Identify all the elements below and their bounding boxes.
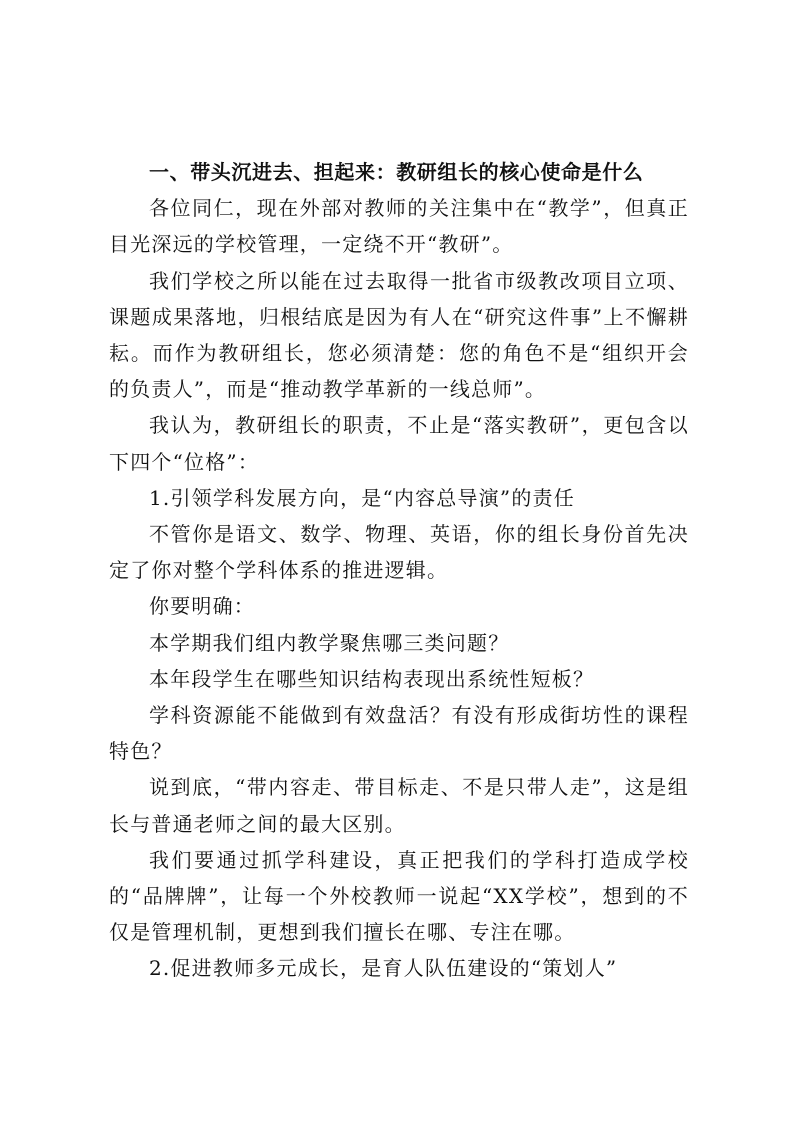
question-item-1: 本学期我们组内教学聚焦哪三类问题？ <box>149 630 510 655</box>
document-body <box>109 154 689 987</box>
subheading-role-2: 2.促进教师多元成长，是育人队伍建设的“策划人” <box>149 956 618 981</box>
paragraph-you-must-know: 你要明确： <box>149 594 255 619</box>
paragraph-key-difference: 说到底，“带内容走、带目标走、不是只带人走”，这是组长与普通老师之间的最大区别。 <box>109 775 689 836</box>
section-heading: 一、带头沉进去、担起来：教研组长的核心使命是什么 <box>149 160 644 184</box>
paragraph-subject-brand: 我们要通过抓学科建设，真正把我们的学科打造成学校的“品牌牌”，让每一个外校教师一说起“XX学校”，想到的不仅是管理机制，更想到我们擅长在哪、专注在哪。 <box>109 847 689 945</box>
subheading-role-1: 1.引领学科发展方向，是“内容总导演”的责任 <box>149 485 575 510</box>
paragraph-four-roles: 我认为，教研组长的职责，不止是“落实教研”，更包含以下四个“位格”： <box>109 413 689 474</box>
paragraph-subject-logic: 不管你是语文、数学、物理、英语，你的组长身份首先决定了你对整个学科体系的推进逻辑。 <box>109 522 689 583</box>
paragraph-intro: 各位同仁，现在外部对教师的关注集中在“教学”，但真正目光深远的学校管理，一定绕不开“教研”。 <box>109 196 689 257</box>
question-item-2: 本年段学生在哪些知识结构表现出系统性短板？ <box>149 666 595 691</box>
paragraph-school-achievements: 我们学校之所以能在过去取得一批省市级教改项目立项、课题成果落地，归根结底是因为有人在“研究这件事”上不懈耕耘。而作为教研组长，您必须清楚：您的角色不是“组织开会的负责人”，而是“推动教学革新的一线总师”。 <box>109 268 689 402</box>
question-item-3: 学科资源能不能做到有效盘活？有没有形成街坊性的课程特色？ <box>109 703 689 764</box>
